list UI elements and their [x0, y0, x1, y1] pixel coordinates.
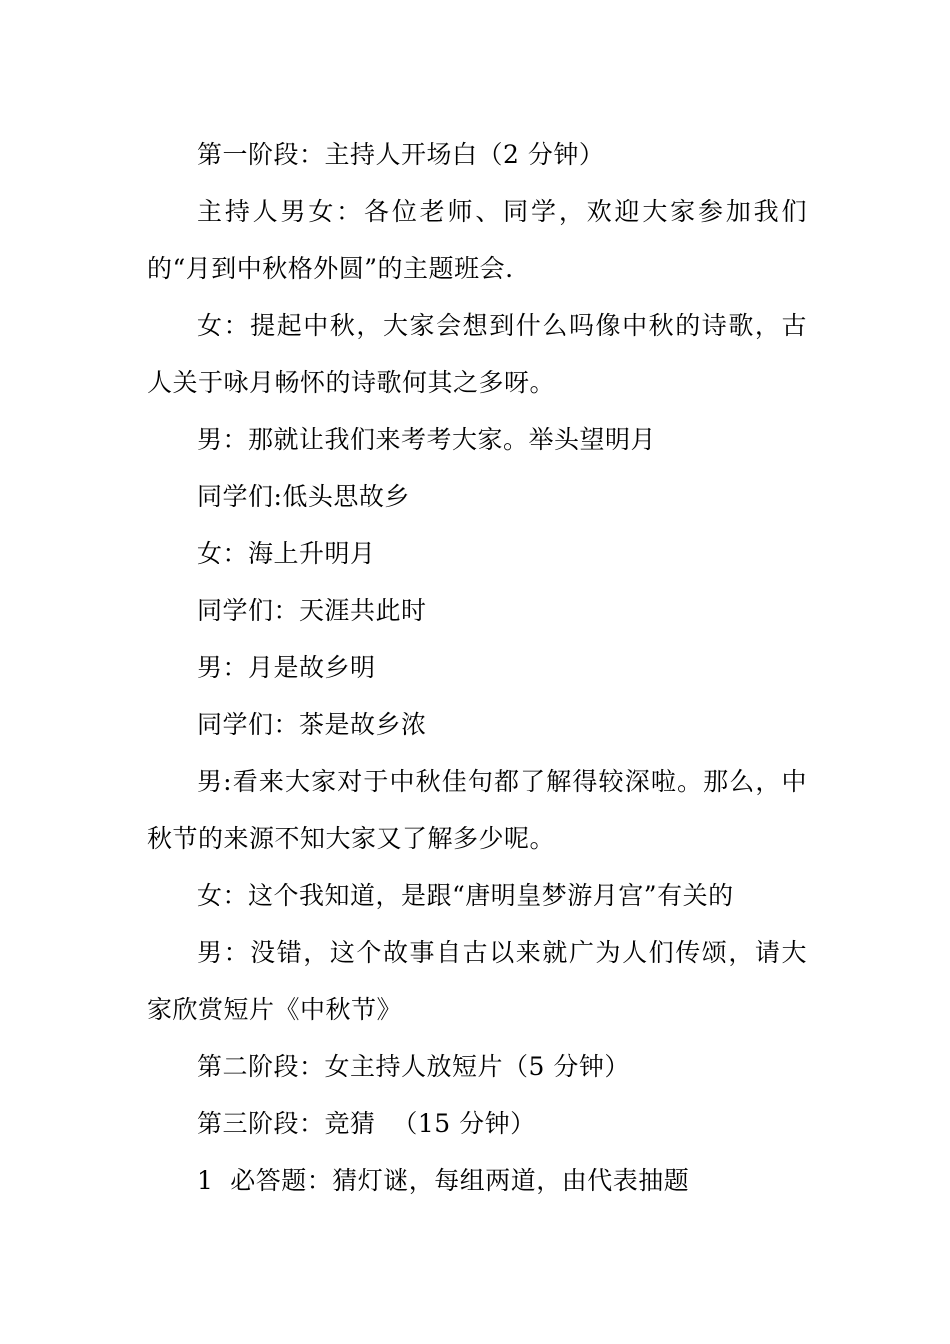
paragraph-female-line: 女：海上升明月	[197, 539, 376, 568]
paragraph-students-reply-1: 同学们:低头思故乡	[197, 482, 410, 511]
paragraph-male-origin: 男:看来大家对于中秋佳句都了解得较深啦。那么，中秋节的来源不知大家又了解多少呢。	[147, 767, 807, 853]
paragraph-students-reply-3: 同学们：茶是故乡浓	[197, 710, 427, 739]
paragraph-students-reply-2: 同学们：天涯共此时	[197, 596, 427, 625]
paragraph-male-quiz: 男：那就让我们来考考大家。举头望明月	[197, 425, 657, 454]
document-body	[147, 126, 807, 1209]
paragraph-riddle-item: 1 必答题：猜灯谜，每组两道，由代表抽题	[197, 1166, 690, 1195]
paragraph-stage-one: 第一阶段：主持人开场白（2 分钟）	[197, 140, 605, 169]
paragraph-host-welcome: 主持人男女：各位老师、同学，欢迎大家参加我们的“月到中秋格外圆”的主题班会.	[147, 197, 807, 283]
paragraph-stage-two: 第二阶段：女主持人放短片（5 分钟）	[197, 1052, 630, 1081]
paragraph-stage-three: 第三阶段：竞猜 （15 分钟）	[197, 1109, 536, 1138]
paragraph-male-line: 男：月是故乡明	[197, 653, 376, 682]
paragraph-female-intro: 女：提起中秋，大家会想到什么吗像中秋的诗歌，古人关于咏月畅怀的诗歌何其之多呀。	[147, 311, 807, 397]
paragraph-male-film: 男：没错，这个故事自古以来就广为人们传颂，请大家欣赏短片《中秋节》	[147, 938, 807, 1024]
paragraph-female-legend: 女：这个我知道，是跟“唐明皇梦游月宫”有关的	[197, 881, 734, 910]
